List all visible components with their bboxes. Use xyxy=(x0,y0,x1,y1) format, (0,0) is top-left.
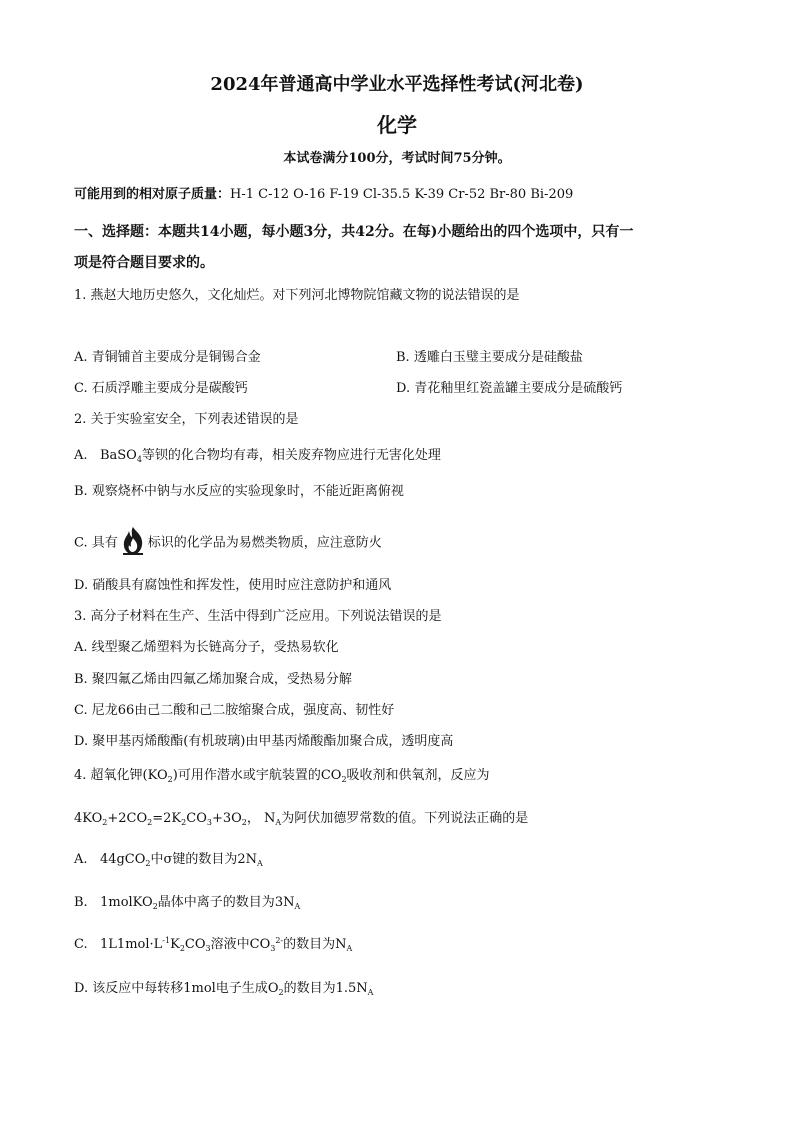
q2-c-text: 标识的化学品为易燃类物质，应注意防火 xyxy=(147,535,382,551)
atomic-mass-values: H-1 C-12 O-16 F-19 Cl-35.5 K-39 Cr-52 Br-80 Bi-209 xyxy=(230,187,574,202)
q4-equation-line: $4KO_2+2CO_2=2K_2CO_3+3O_2$， $N_A$为阿伏加德罗常数的值。下列说法正确的是 xyxy=(74,811,529,827)
section-heading-line1: 一、选择题：本题共14小题，每小题3分，共42分。在每)小题给出的四个选项中，只有一 xyxy=(74,224,634,240)
q4-option-b: B. 1molKO$_2$晶体中离子的数目为$3N_A$ xyxy=(74,895,301,911)
exam-note: 本试卷满分100分，考试时间75分钟。 xyxy=(283,151,511,166)
q1-option-d: D. 青花釉里红瓷盖罐主要成分是硫酸钙 xyxy=(396,381,623,396)
q4-option-c: C. $1L1mol\cdot L^{-1}K_2CO_3$溶液中$CO_3^{2-}$的数目为$N_A$ xyxy=(74,936,353,953)
section-heading-line2: 项是符合题目要求的。 xyxy=(74,255,214,271)
co2-formula: $CO_2$ xyxy=(320,768,347,784)
ko2-formula: $(KO_2)$ xyxy=(142,768,178,784)
q1-option-a: A. 青铜铺首主要成分是铜锡合金 xyxy=(74,350,261,365)
q1-option-c: C. 石质浮雕主要成分是碳酸钙 xyxy=(74,381,248,396)
baso4-formula: BaSO$_4$ xyxy=(99,448,142,464)
q4-stem: 4. 超氧化钾$(KO_2)$可用作潜水或宇航装置的$CO_2$吸收剂和供氧剂，反应为 xyxy=(74,768,490,784)
q2-a-text: 等钡的化合物均有毒，相关废弃物应进行无害化处理 xyxy=(141,448,441,463)
avogadro-symbol: $N_A$ xyxy=(264,811,282,827)
q3-stem: 3. 高分子材料在生产、生活中得到广泛应用。下列说法错误的是 xyxy=(74,609,442,624)
q2-a-prefix: A. xyxy=(74,448,88,463)
exam-title: 2024年普通高中学业水平选择性考试(河北卷) xyxy=(210,74,584,95)
atomic-mass-label: 可能用到的相对原子质量： xyxy=(74,187,231,202)
flammable-hazard-icon xyxy=(120,526,146,552)
q2-option-a xyxy=(74,447,441,465)
q2-option-b: B. 观察烧杯中钠与水反应的实验现象时，不能近距离俯视 xyxy=(74,484,404,499)
q3-option-d: D. 聚甲基丙烯酸酯(有机玻璃)由甲基丙烯酸酯加聚合成，透明度高 xyxy=(74,734,454,749)
q4-option-d: D. 该反应中每转移1mol电子生成$O_2$的数目为$1.5N_A$ xyxy=(74,981,374,997)
q1-option-b: B. 透雕白玉璧主要成分是硅酸盐 xyxy=(396,350,583,365)
q3-option-a: A. 线型聚乙烯塑料为长链高分子，受热易软化 xyxy=(74,640,339,655)
reaction-equation: $4KO_2+2CO_2=2K_2CO_3+3O_2$ xyxy=(74,811,247,827)
atomic-mass-line xyxy=(74,186,573,204)
q4-option-a: A. 44gCO$_2$中σ键的数目为$2N_A$ xyxy=(74,852,263,868)
q2-option-d: D. 硝酸具有腐蚀性和挥发性，使用时应注意防护和通风 xyxy=(74,578,392,593)
q3-option-b: B. 聚四氟乙烯由四氟乙烯加聚合成，受热易分解 xyxy=(74,672,352,687)
q2-stem: 2. 关于实验室安全，下列表述错误的是 xyxy=(74,412,299,427)
q1-stem: 1. 燕赵大地历史悠久，文化灿烂。对下列河北博物院馆藏文物的说法错误的是 xyxy=(74,288,520,303)
q2-option-c xyxy=(74,530,382,556)
q3-option-c: C. 尼龙66由己二酸和己二胺缩聚合成，强度高、韧性好 xyxy=(74,703,395,718)
subject-title: 化学 xyxy=(377,113,417,137)
q2-c-prefix: C. 具有 xyxy=(74,535,118,551)
